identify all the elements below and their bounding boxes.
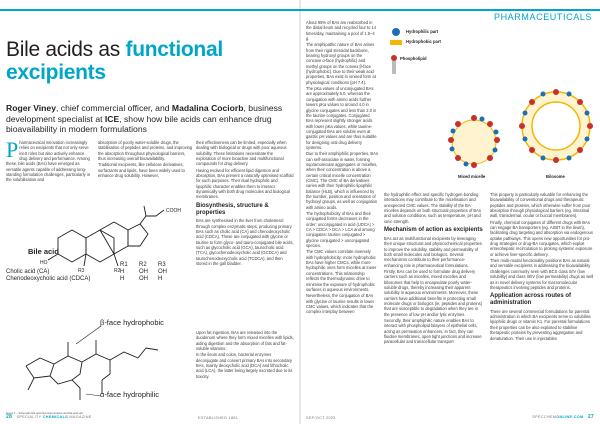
left-footer — [6, 414, 92, 420]
drop-cap: P — [6, 137, 19, 162]
right-page-number: 27 — [587, 414, 594, 420]
table-header-row — [22, 262, 182, 269]
svg-text:COOH: COOH — [166, 208, 181, 214]
publication-name: SPECIALITY — [16, 415, 43, 419]
bilosome-label: Bilosome — [546, 174, 565, 179]
substituent-table — [6, 262, 182, 283]
row-label-cdca: Chenodeoxycholic acid (CDCA) — [6, 276, 91, 282]
body-paragraph: Firstly, BAs can be used to formulate drug delivery carriers such as micelles, mixed micelles and bilosomes that help to encapsulate poorly water-soluble drugs, thereby increasing their apparent solubility in aqueous environments. Moreover, these carriers have additional benefits in protecting small molecule drugs or biologics (ie, peptides and proteins) that are susceptible to degradation when they are in the presence of low pH and/or lytic enzymes. — [384, 268, 483, 317]
right-footer — [532, 414, 594, 420]
company-name: ICE — [104, 113, 120, 124]
section-heading: Biosynthesis, structure & properties — [196, 202, 269, 216]
website-name-end: ONLINE.COM — [556, 415, 584, 419]
left-top-rule — [0, 9, 300, 11]
publication-name-end: MAGAZINE — [68, 415, 92, 419]
body-paragraph: The pKa values of unconjugated BAs are approximately 5.0, whereas the conjugation with amino acids further lowers pKa values to around 4.0 in glycine conjugates and less than 2.0 in the taurine conjugates. Conjugated BAs represent slightly stronger acids with lower pKa values, while taurine-conjugated BAs are soluble even at gastric pH values and are thus suitable for designing oral drug delivery systems. — [306, 86, 377, 150]
alpha-face-arrow — [86, 394, 101, 396]
micelle-diagram — [384, 22, 594, 192]
right-top-rule — [300, 9, 600, 11]
row-label-ca: Cholic acid (CA) — [6, 269, 50, 275]
body-paragraph: Having evolved for efficient lipid digestion and absorption, BAs present a naturally optimised scaffold for such purposes. Their dual hydrophilic and lipophilic character enables them to interact dynamically with both drug molecules and biological membranes. — [196, 167, 294, 200]
established-label: ESTABLISHED 1881 — [198, 416, 239, 420]
ca-r2: OH — [139, 269, 148, 275]
body-paragraph: Their multi-modal functionality positions BAs as natural and versatile excipients in addressing the bioavailability challenges commonly seen with BCS class II/IV (low solubility) and class III/IV (low permeability) drugs as well as in novel delivery systems for macromolecular therapeutics involving peptides and proteins. — [490, 258, 594, 290]
col-header-r2: R2 — [139, 262, 147, 268]
bile-acid-structure-figure — [6, 208, 192, 414]
figure-caption: Figure 1 – Schematic bile acid chemical structure and bile acid self — [6, 412, 83, 415]
hydrophilic-legend-icon — [392, 28, 400, 36]
body-paragraph: The hydrophobicity of BAs and their conjugated forms decreases in the order: unconjugated in acid (UDCA) > CA > CDCA > DCA > LCA and among conjugates: taurine conjugated > glycine conjugated > unconjugated species. — [306, 211, 375, 249]
col-header-r1: R1 — [120, 262, 128, 268]
alpha-face-label: α-face hydrophilic — [100, 390, 159, 399]
body-paragraph: BAs are synthesised in the liver from cholesterol through complex enzymatic steps, producing primary BAs such as cholic acid (CA) and chenodeoxycholic acid (CDCA). These are conjugated with glycine or taurine to form glyco- and tauro-conjugated bile acids, such as glycocholic acid (GCA), taurocholic acid (TCA), glycochenodeoxycholic acid (GCDCA) and taurochenodeoxycholic acid (TCDCA), and then stored in the gall bladder. — [196, 218, 294, 267]
title-bold: functional excipients — [6, 38, 223, 84]
author-1: Roger Viney — [6, 103, 56, 113]
steroid-skeleton — [48, 206, 164, 266]
bilosome-graphic — [519, 89, 593, 163]
left-column-3-lower — [196, 330, 294, 410]
author-2: Madalina Cociorb — [171, 103, 244, 113]
body-paragraph: There are several commercial formulations for parental administration in which BA excipients serve to solubilise lipophilic drugs or vitamin K1. For parental formulations their properties can be also exploited to stabilise therapeutic proteins by preventing aggregation and denaturation. Their use in injectables — [490, 308, 591, 341]
col-header-r3: R3 — [158, 262, 166, 268]
body-paragraph: Traditional excipients, like cellulose derivatives, surfactants and lipids, have been widely used to enhance drug solubility. However, — [98, 162, 185, 179]
mixed-micelle-graphic — [448, 115, 500, 168]
mixed-micelle-label: Mixed micelle — [458, 174, 486, 179]
cdca-r3: H — [158, 276, 163, 282]
date-label: SEP/OCT 2025 — [306, 416, 336, 420]
right-column-4 — [490, 192, 594, 412]
body-paragraph: their effectiveness can be limited, especially when dealing with biological or drugs with poor aqueous solubility. These limitations necessitate the exploration of more bioactive and multifunctional compounds for drug delivery. — [196, 140, 287, 167]
section-heading: Mechanism of action as excipients — [384, 227, 483, 234]
article-title — [6, 38, 300, 84]
body-paragraph: the hydrophilic effect and specific hydrogen-bonding interactions may contribute to the micellisation and unexpected CMC values. The stability of the BA micelles depends on both structural properties of BAs and solution conditions, such as temperature, pH and ionic strength. — [384, 192, 481, 224]
svg-text:R2: R2 — [114, 268, 121, 274]
website-name: SPECCHEM — [532, 415, 557, 419]
body-paragraph: Secondly, their amphiphilic nature enables BAs to interact with phospholipid bilayers of epithelial cells, acting as permeation enhancers. In fact, they can fluidise membranes, open tight junctions and increase paracellular and transcellular transport — [384, 318, 482, 345]
micelle-diagram-svg — [384, 22, 594, 192]
right-column-3 — [384, 192, 484, 412]
ca-r3: OH — [158, 269, 167, 275]
svg-text:HO: HO — [40, 260, 48, 266]
body-paragraph: This property is particularly valuable for enhancing the bioavailability of conventional drugs and therapeutic peptides and proteins, which otherwise suffer from poor absorption through physiological barriers (eg. intestinal wall, transdermal, ocular or buccal membranes). — [490, 192, 591, 219]
body-paragraph: About 95% of BAs are reabsorbed in the distal ileum and recycled four to 14 times/day, maintaining a pool of 1.5–4 g. — [306, 20, 377, 42]
table-row-ca — [6, 269, 182, 276]
author-1-role: , chief commercial officer, and — [56, 103, 172, 113]
body-paragraph: Due to their amphiphilic properties, BAs can self-associate in water, forming supramolecular aggregates or micelles, when their concentration is above a certain critical micelle concentration (CMC). The CMC of BA derivatives varies with their hydrophilic-lipophilic balance (HLB), which is influenced by the number, position and orientation of hydroxyl groups, as well as conjugation with amino acids. — [306, 151, 378, 210]
standfirst — [6, 103, 296, 135]
left-page-number: 28 — [6, 414, 13, 420]
table-row-cdca — [6, 276, 182, 283]
bile-acid-label: Bile acid — [28, 247, 59, 256]
cdca-r2: OH — [139, 276, 148, 282]
author-2-role: , business development specialist at — [6, 103, 283, 124]
standfirst-rest: , show how bile acids can enhance drug bioavailability in modern formulations — [6, 113, 272, 134]
body-paragraph: Finally, chemical conjugates of different drugs with BAs can engage BA transporters (eg. ASBT in the ileum), facilitating drug targeting and absorption via endogenous uptake pathways. This opens new opportunities for pro-drug strategies or drug-BA conjugates, which exploit enterohepatic recirculation to prolong systemic exposure or achieve liver-specific delivery. — [490, 219, 593, 257]
right-page — [300, 0, 600, 424]
body-paragraph: In the ileum and colon, bacterial enzymes deconjugate and convert primary BAs into secondary BAs, mainly deoxycholic acid (DCA) and lithocholic acid (LCA), the latter being largely excreted due to its toxicity. — [196, 352, 293, 379]
svg-text:R3: R3 — [78, 268, 85, 274]
body-paragraph: Upon fat ingestion, BAs are released into the duodenum where they form mixed micelles with lipids, aiding digestion and the absorption of fats and fat-soluble vitamins. — [196, 330, 294, 352]
body-paragraph: harmaceutical innovation increasingly relies on excipients that not only serve inert roles but also actively enhance drug delivery and performance. Among these, bile acids (BAs) have emerged as versatile agents capable of addressing long-standing formulation challenges, particularly in the solubilisation and — [6, 140, 90, 183]
right-column-1 — [306, 20, 378, 412]
body-paragraph: Nevertheless, the conjugation of BAs with glycine or taurine results in lower CMC values, which indicates that the complex interplay between — [306, 293, 375, 315]
left-column-1 — [6, 137, 92, 212]
phospholipid-head-icon — [391, 55, 397, 61]
phospholipid-label: Phospholipid — [400, 56, 427, 61]
hydrophobic-label: Hydrophobic part — [406, 39, 441, 44]
body-paragraph: absorption of poorly water-soluble drugs, the stabilisation of peptides and proteins, and improving the absorption throughout physiological barriers, thus increasing overall bioavailability. — [98, 140, 193, 162]
beta-face-label: β-face hydrophobic — [100, 318, 164, 327]
title-plain: Bile acids as — [6, 38, 126, 61]
ca-r1: H — [120, 269, 125, 275]
body-paragraph: The amphipathic nature of BAs arises from their rigid steroidal backbone, bearing hydroxyl groups on the concave α-face (hydrophilic) and methyl groups on the convex β-face (hydrophobic). Due to their weak acid properties, BAs exist in ionised form at physiological conditions (pH 7.4). — [306, 42, 376, 85]
publication-name-bold: CHEMICALS — [42, 415, 69, 419]
body-paragraph: The CMC values correlate inversely with hydrophobicity: more hydrophobic BAs have higher CMCs, while more hydrophilic ones form micelles at lower concentrations. This relationship reflects the thermodynamic drive to minimise the exposure of hydrophobic surfaces in aqueous environments. — [306, 249, 377, 292]
section-label: PHARMACEUTICALS — [493, 12, 592, 22]
beta-face-arrow — [76, 326, 101, 344]
hydrophobic-legend-icon — [390, 40, 402, 45]
section-heading: Application across routes of administration — [490, 293, 572, 306]
body-paragraph: BAs act as multifunctional excipients by leveraging their unique structural and physicochemical properties to improve the solubility, stability and permeability of both small molecules and biologics. Several mechanisms contribute to their performance-enhancing role in pharmaceutical formulations. — [384, 235, 482, 268]
hydrophilic-label: Hydrophilic part — [406, 29, 439, 34]
cdca-r1: H — [120, 276, 125, 282]
